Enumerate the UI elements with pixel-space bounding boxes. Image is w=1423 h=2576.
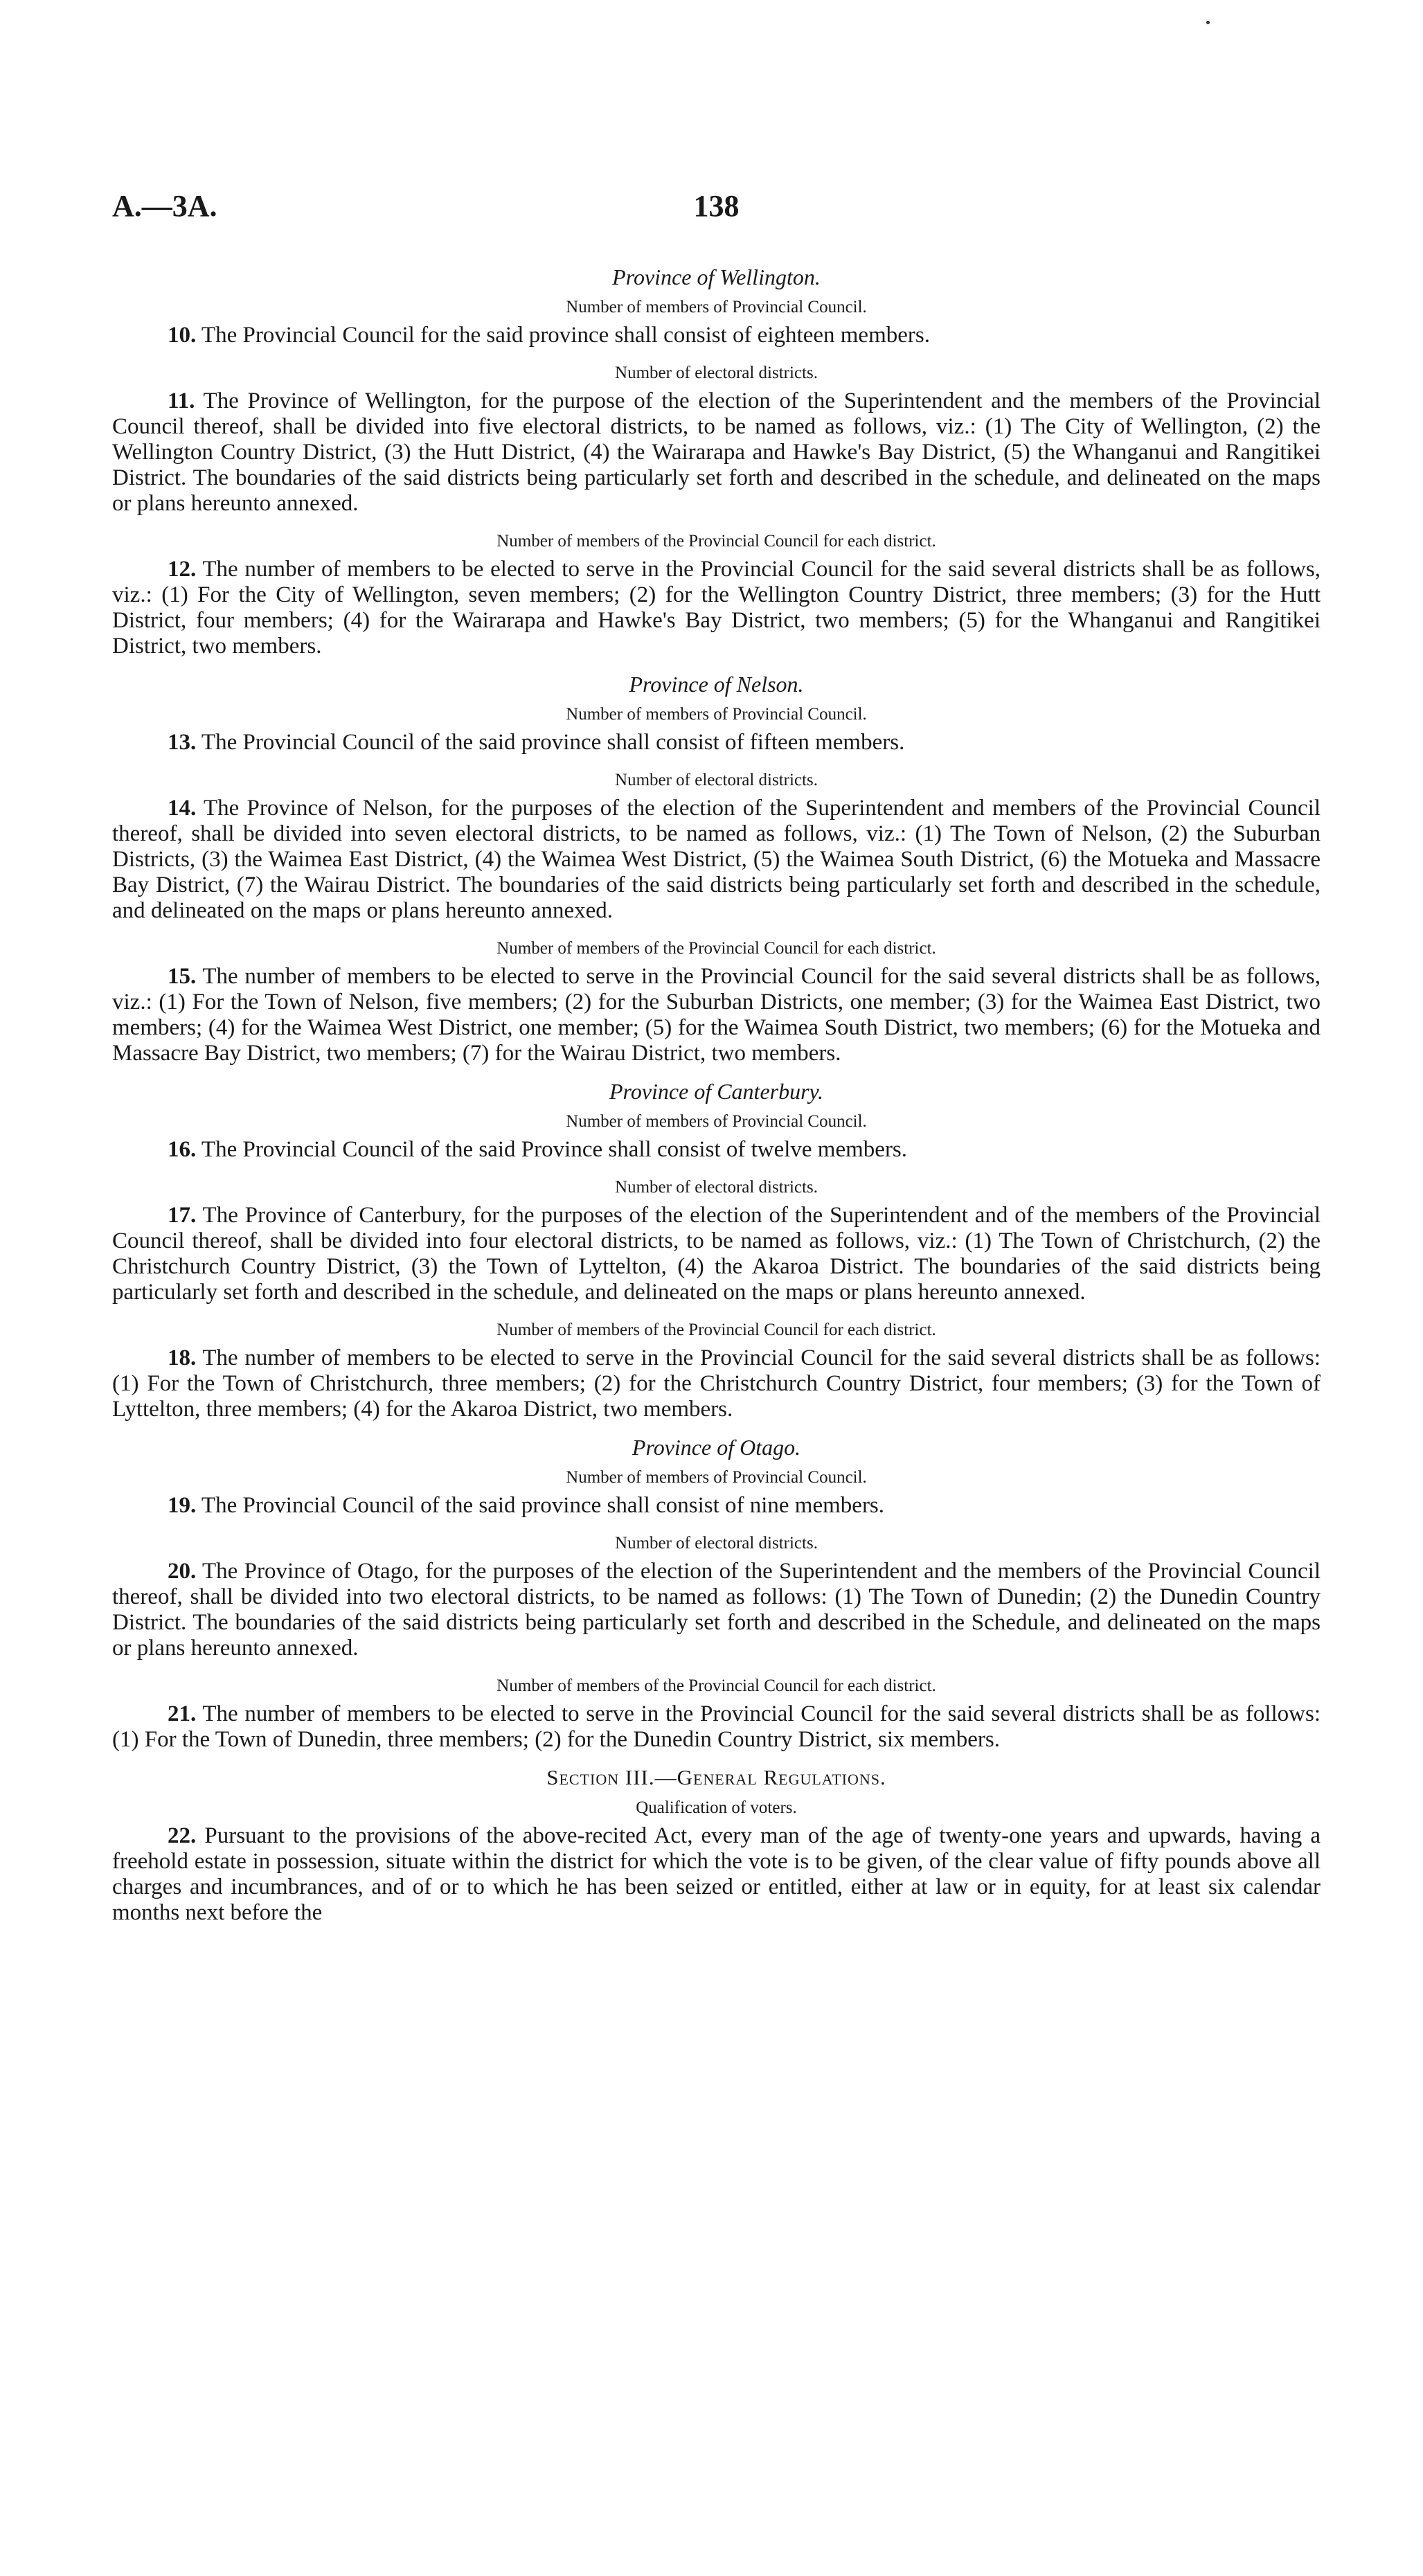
paragraph-number: 17. bbox=[168, 1203, 197, 1228]
sidenote: Number of electoral districts. bbox=[615, 771, 818, 789]
section-title-nelson: Province of Nelson. bbox=[629, 672, 804, 697]
paragraph-text: The Province of Otago, for the purposes of the election of the Superintendent and the members of the Provincial Council thereof, shall be divided into two electoral districts, to be named as follows: (1) The Town of Dunedin; (2) the Dunedin Country District. The boundaries of the said districts being particularly set forth and described in the Schedule, and delineated on the maps or plans hereunto annexed. bbox=[112, 1559, 1321, 1661]
section-heading-general-regulations: Section III.—General Regulations. bbox=[546, 1765, 886, 1789]
paragraph-12 bbox=[112, 557, 1321, 659]
paragraph-15 bbox=[112, 964, 1321, 1066]
sidenote: Number of members of the Provincial Council for each district. bbox=[496, 1321, 936, 1339]
sidenote: Number of electoral districts. bbox=[615, 1534, 818, 1553]
sidenote: Qualification of voters. bbox=[636, 1798, 797, 1817]
paragraph-number: 14. bbox=[168, 796, 197, 821]
sidenote: Number of members of Provincial Council. bbox=[566, 298, 867, 316]
section-title-wellington: Province of Wellington. bbox=[612, 265, 821, 289]
paragraph-number: 19. bbox=[168, 1493, 197, 1518]
paragraph-20 bbox=[112, 1559, 1321, 1661]
section-title-canterbury: Province of Canterbury. bbox=[609, 1079, 823, 1104]
sidenote: Number of members of the Provincial Council for each district. bbox=[496, 1676, 936, 1695]
paragraph-text: The Province of Nelson, for the purposes of the election of the Superintendent and members of the Provincial Council thereof, shall be divided into seven electoral districts, to be named as follows, viz.: (1) The Town of Nelson, (2) the Suburban Districts, (3) the Waimea East District, (4) the Waimea West District, (5) the Waimea South District, (6) the Motueka and Massacre Bay District, (7) the Wairau District. The boundaries of the said districts being particularly set forth and described in the schedule, and delineated on the maps or plans hereunto annexed. bbox=[112, 796, 1321, 923]
paragraph-13 bbox=[112, 730, 1321, 755]
paragraph-14 bbox=[112, 796, 1321, 924]
paragraph-text: The Provincial Council of the said Province shall consist of twelve members. bbox=[201, 1137, 908, 1162]
paragraph-text: The number of members to be elected to serve in the Provincial Council for the said several districts shall be as follows: (1) For the Town of Dunedin, three members; (2) for the Dunedin Country District, six members. bbox=[112, 1701, 1321, 1752]
page-header bbox=[112, 188, 1321, 230]
paragraph-number: 20. bbox=[168, 1559, 197, 1584]
paragraph-number: 12. bbox=[168, 557, 197, 582]
paragraph-number: 18. bbox=[168, 1345, 197, 1370]
sidenote: Number of members of Provincial Council. bbox=[566, 1468, 867, 1487]
paragraph-text: The number of members to be elected to serve in the Provincial Council for the said several districts shall be as follows, viz.: (1) For the Town of Nelson, five members; (2) for the Suburban Districts, one member; (3) for the Waimea East District, two members; (4) for the Waimea West District, one member; (5) for the Waimea South District, two members; (6) for the Motueka and Massacre Bay District, two members; (7) for the Wairau District, two members. bbox=[112, 964, 1321, 1066]
paragraph-text: The Province of Canterbury, for the purposes of the election of the Superintendent and of the members of the Provincial Council thereof, shall be divided into four electoral districts, to be named as follows, viz.: (1) The Town of Christchurch, (2) the Christchurch Country District, (3) the Town of Lyttelton, (4) the Akaroa District. The boundaries of the said districts being particularly set forth and described in the schedule, and delineated on the maps or plans hereunto annexed. bbox=[112, 1203, 1321, 1305]
document-reference: A.—3A. bbox=[112, 189, 217, 223]
sidenote: Number of electoral districts. bbox=[615, 364, 818, 382]
print-speck bbox=[1206, 21, 1210, 24]
paragraph-text: The number of members to be elected to serve in the Provincial Council for the said several districts shall be as follows: (1) For the Town of Christchurch, three members; (2) for the Christchurch Country District, four members; (3) for the Town of Lyttelton, three members; (4) for the Akaroa District, two members. bbox=[112, 1345, 1321, 1422]
paragraph-19 bbox=[112, 1493, 1321, 1519]
paragraph-17 bbox=[112, 1203, 1321, 1305]
paragraph-text: The number of members to be elected to serve in the Provincial Council for the said several districts shall be as follows, viz.: (1) For the City of Wellington, seven members; (2) for the Wellington Country District, three members; (3) for the Hutt District, four members; (4) for the Wairarapa and Hawke's Bay District, two members; (5) for the Whanganui and Rangitikei District, two members. bbox=[112, 557, 1321, 659]
sidenote: Number of members of Provincial Council. bbox=[566, 1112, 867, 1131]
sidenote: Number of electoral districts. bbox=[615, 1178, 818, 1197]
paragraph-text: Pursuant to the provisions of the above-recited Act, every man of the age of twenty-one years and upwards, having a freehold estate in possession, situate within the district for which the vote is to be given, of the clear value of fifty pounds above all charges and incumbrances, and of or to which he has been seized or entitled, either at law or in equity, for at least six calendar months next before the bbox=[112, 1823, 1321, 1925]
paragraph-10 bbox=[112, 323, 1321, 348]
document-body bbox=[112, 262, 1321, 1935]
paragraph-22 bbox=[112, 1823, 1321, 1926]
paragraph-number: 16. bbox=[168, 1137, 197, 1162]
paragraph-21 bbox=[112, 1701, 1321, 1753]
paragraph-text: The Provincial Council for the said province shall consist of eighteen members. bbox=[201, 323, 930, 348]
paragraph-18 bbox=[112, 1345, 1321, 1422]
sidenote: Number of members of the Provincial Council for each district. bbox=[496, 939, 936, 958]
paragraph-number: 10. bbox=[168, 323, 197, 348]
paragraph-number: 22. bbox=[168, 1823, 197, 1848]
paragraph-text: The Province of Wellington, for the purpose of the election of the Superintendent and the members of the Provincial Council thereof, shall be divided into five electoral districts, to be named as follows, viz.: (1) The City of Wellington, (2) the Wellington Country District, (3) the Hutt District, (4) the Wairarapa and Hawke's Bay District, (5) the Whanganui and Rangitikei District. The boundaries of the said districts being particularly set forth and described in the schedule, and delineated on the maps or plans hereunto annexed. bbox=[112, 388, 1321, 516]
section-title-otago: Province of Otago. bbox=[632, 1435, 801, 1460]
paragraph-number: 11. bbox=[168, 388, 195, 413]
page-number: 138 bbox=[693, 189, 740, 223]
sidenote: Number of members of Provincial Council. bbox=[566, 705, 867, 724]
paragraph-text: The Provincial Council of the said province shall consist of nine members. bbox=[201, 1493, 885, 1518]
paragraph-number: 15. bbox=[168, 964, 197, 989]
paragraph-number: 13. bbox=[168, 730, 197, 755]
sidenote: Number of members of the Provincial Council for each district. bbox=[496, 532, 936, 551]
paragraph-number: 21. bbox=[168, 1701, 197, 1726]
paragraph-11 bbox=[112, 388, 1321, 517]
paragraph-text: The Provincial Council of the said province shall consist of fifteen members. bbox=[201, 730, 905, 755]
paragraph-16 bbox=[112, 1137, 1321, 1163]
